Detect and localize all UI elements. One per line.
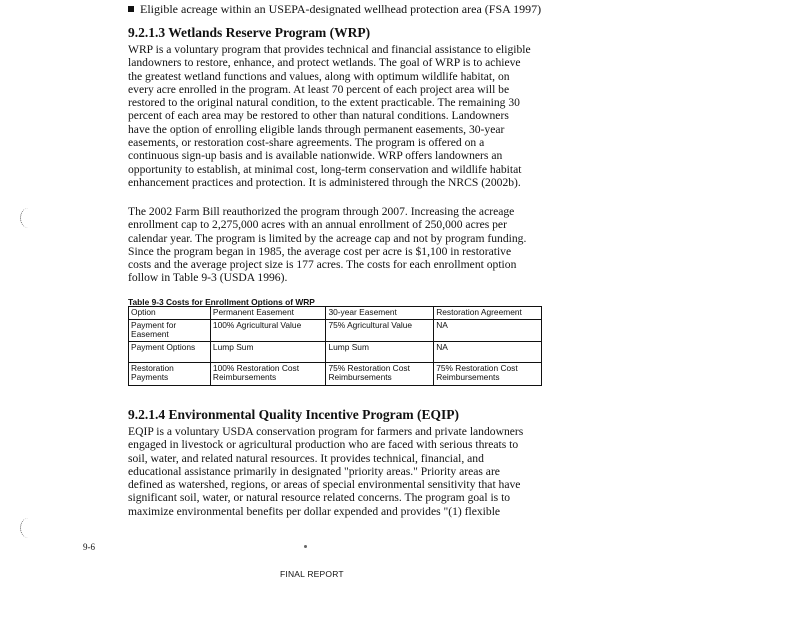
binder-hole-mark bbox=[20, 208, 37, 228]
text-line: continuous sign-up basis and is available nationwide. WRP offers landowners an bbox=[128, 149, 503, 163]
table-cell: NA bbox=[434, 319, 542, 341]
text-line: significant soil, water, or natural resource related concerns. The program goal is to bbox=[128, 491, 511, 505]
text-line: restored to the original natural condition, to the extent practicable. The remaining 30 bbox=[128, 96, 520, 110]
table-row bbox=[129, 319, 542, 341]
text-line: defined as watershed, regions, or areas of special environmental sensitivity that have bbox=[128, 478, 521, 492]
table-cell: Lump Sum bbox=[326, 341, 434, 362]
bullet-square-icon bbox=[128, 6, 134, 12]
text-line: landowners to restore, enhance, and protect wetlands. The goal of WRP is to achieve bbox=[128, 56, 521, 70]
text-line: EQIP is a voluntary USDA conservation program for farmers and private landowners bbox=[128, 425, 524, 438]
text-line: WRP is a voluntary program that provides technical and financial assistance to eligible bbox=[128, 43, 531, 56]
column-header: Permanent Easement bbox=[210, 307, 326, 320]
table-cell: Lump Sum bbox=[210, 341, 326, 362]
eqip-paragraph bbox=[128, 425, 528, 518]
text-line: percent of each area may be restored to other than natural conditions. Landowners bbox=[128, 109, 509, 123]
text-line: Since the program began in 1985, the average cost per acre is $1,100 in restorative bbox=[128, 244, 512, 258]
enrollment-costs-table bbox=[128, 306, 542, 386]
bullet-item bbox=[128, 2, 541, 16]
text-line: engaged in livestock or agricultural production who are faced with serious threats to bbox=[128, 438, 519, 452]
table-cell: 100% Restoration Cost Reimbursements bbox=[210, 362, 326, 385]
scan-speck bbox=[304, 545, 307, 548]
page-footer: FINAL REPORT bbox=[280, 569, 344, 579]
bullet-text: Eligible acreage within an USEPA-designated wellhead protection area (FSA 1997) bbox=[140, 2, 542, 16]
table-row bbox=[129, 362, 542, 385]
table-caption: Table 9-3 Costs for Enrollment Options of WRP bbox=[128, 297, 315, 307]
text-line: educational assistance primarily in designated "priority areas." Priority areas are bbox=[128, 464, 500, 478]
text-line: easements, or restoration cost-share agreements. The program is offered on a bbox=[128, 136, 485, 150]
table-cell: Payment Options bbox=[129, 341, 211, 362]
table-header-row bbox=[129, 307, 542, 320]
text-line: follow in Table 9-3 (USDA 1996). bbox=[128, 271, 288, 285]
wrp-paragraph-1 bbox=[128, 43, 531, 189]
column-header: Option bbox=[129, 307, 211, 320]
column-header: Restoration Agreement bbox=[434, 307, 542, 320]
text-line: the greatest wetland functions and values, along with optimum wildlife habitat, on bbox=[128, 69, 510, 83]
text-line: The 2002 Farm Bill reauthorized the program through 2007. Increasing the acreage bbox=[128, 205, 515, 218]
text-line: enhancement practices and protection. It is administered through the NRCS (2002b). bbox=[128, 175, 521, 189]
text-line: opportunity to establish, at minimal cost, long-term conservation and wildlife habitat bbox=[128, 162, 522, 176]
text-line: maximize environmental benefits per dollar expended and provides "(1) flexible bbox=[128, 504, 501, 518]
table-cell: Payment for Easement bbox=[129, 319, 211, 341]
wrp-paragraph-2 bbox=[128, 205, 528, 285]
text-line: soil, water, and related natural resources. It provides technical, financial, and bbox=[128, 451, 484, 465]
text-line: enrollment cap to 2,275,000 acres with an annual enrollment of 250,000 acres per bbox=[128, 218, 507, 232]
table-cell: 75% Restoration Cost Reimbursements bbox=[326, 362, 434, 385]
binder-hole-mark bbox=[20, 518, 37, 538]
section-heading-eqip: 9.2.1.4 Environmental Quality Incentive Program (EQIP) bbox=[128, 407, 459, 422]
table-row bbox=[129, 341, 542, 362]
column-header: 30-year Easement bbox=[326, 307, 434, 320]
text-line: every acre enrolled in the program. At least 70 percent of each project area will be bbox=[128, 82, 510, 96]
text-line: have the option of enrolling eligible lands through permanent easements, 30-year bbox=[128, 122, 505, 136]
table-cell: Restoration Payments bbox=[129, 362, 211, 385]
text-line: costs and the average project size is 177 acres. The costs for each enrollment option bbox=[128, 258, 517, 272]
text-line: calendar year. The program is limited by the acreage cap and not by program funding. bbox=[128, 231, 527, 245]
table-cell: 75% Agricultural Value bbox=[326, 319, 434, 341]
table-cell: NA bbox=[434, 341, 542, 362]
page-number: 9-6 bbox=[83, 542, 95, 552]
table-cell: 75% Restoration Cost Reimbursements bbox=[434, 362, 542, 385]
table-cell: 100% Agricultural Value bbox=[210, 319, 326, 341]
section-heading-wrp: 9.2.1.3 Wetlands Reserve Program (WRP) bbox=[128, 25, 371, 40]
